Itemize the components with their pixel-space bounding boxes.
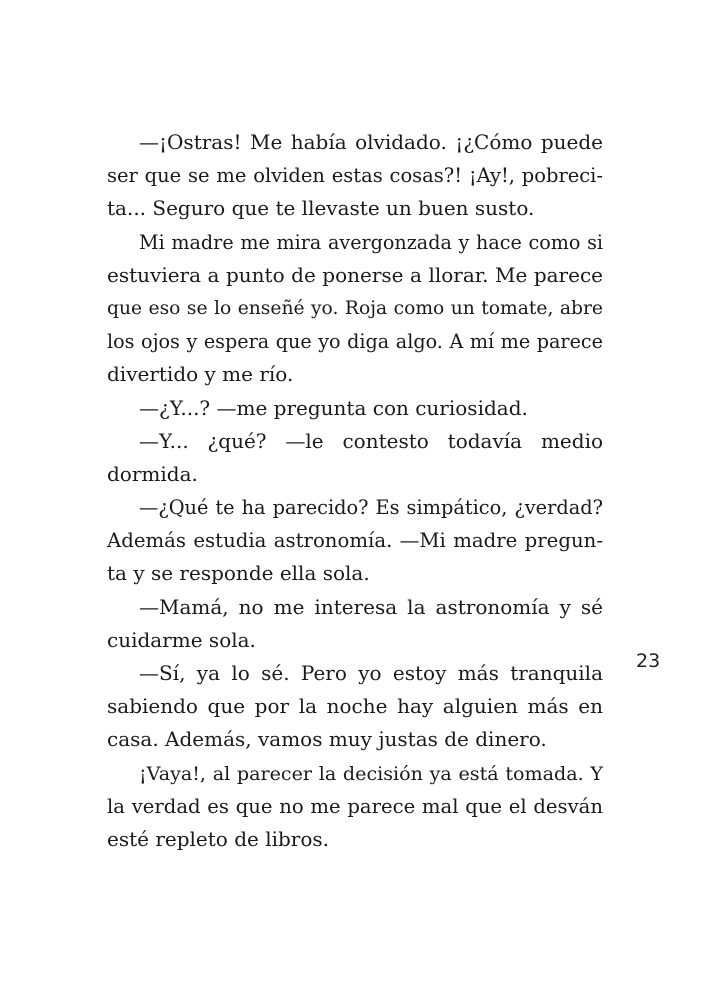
text-line: casa. Además, vamos muy justas de dinero. (107, 727, 547, 752)
text-line: la verdad es que no me parece mal que el desván (107, 794, 603, 818)
text-line: —¿Y...? —me pregunta con curiosidad. (139, 395, 528, 420)
text-line: dormida. (107, 461, 198, 486)
text-line: —Mamá, no me interesa la astronomía y sé (139, 594, 603, 619)
text-line: ta... Seguro que te llevaste un buen susto. (107, 196, 535, 221)
text-line: —Sí, ya lo sé. Pero yo estoy más tranquila (139, 661, 603, 685)
page-number: 23 (636, 650, 661, 672)
text-line: los ojos y espera que yo diga algo. A mí me parece (107, 330, 603, 354)
text-line: sabiendo que por la noche hay alguien más en (107, 694, 603, 719)
text-line: ser que se me olviden estas cosas?! ¡Ay!, pobreci- (107, 164, 603, 188)
text-line: Además estudia astronomía. —Mi madre pregun- (107, 529, 603, 553)
text-line: ¡Vaya!, al parecer la decisión ya está tomada. Y (139, 761, 603, 785)
text-line: —¡Ostras! Me había olvidado. ¡¿Cómo puede (139, 130, 603, 154)
text-line: divertido y me río. (107, 362, 294, 387)
text-line: Mi madre me mira avergonzada y hace como si (139, 230, 603, 254)
text-line: estuviera a punto de ponerse a llorar. Me parece (107, 262, 603, 287)
text-line: —¿Qué te ha parecido? Es simpático, ¿verdad? (139, 496, 603, 520)
text-line: ta y se responde ella sola. (107, 561, 370, 586)
text-line: que eso se lo enseñé yo. Roja como un tomate, abre (107, 297, 603, 319)
text-line: esté repleto de libros. (107, 826, 330, 851)
body-text (107, 126, 603, 856)
text-line: —Y... ¿qué? —le contesto todavía medio (139, 428, 603, 453)
text-line: cuidarme sola. (107, 627, 256, 652)
